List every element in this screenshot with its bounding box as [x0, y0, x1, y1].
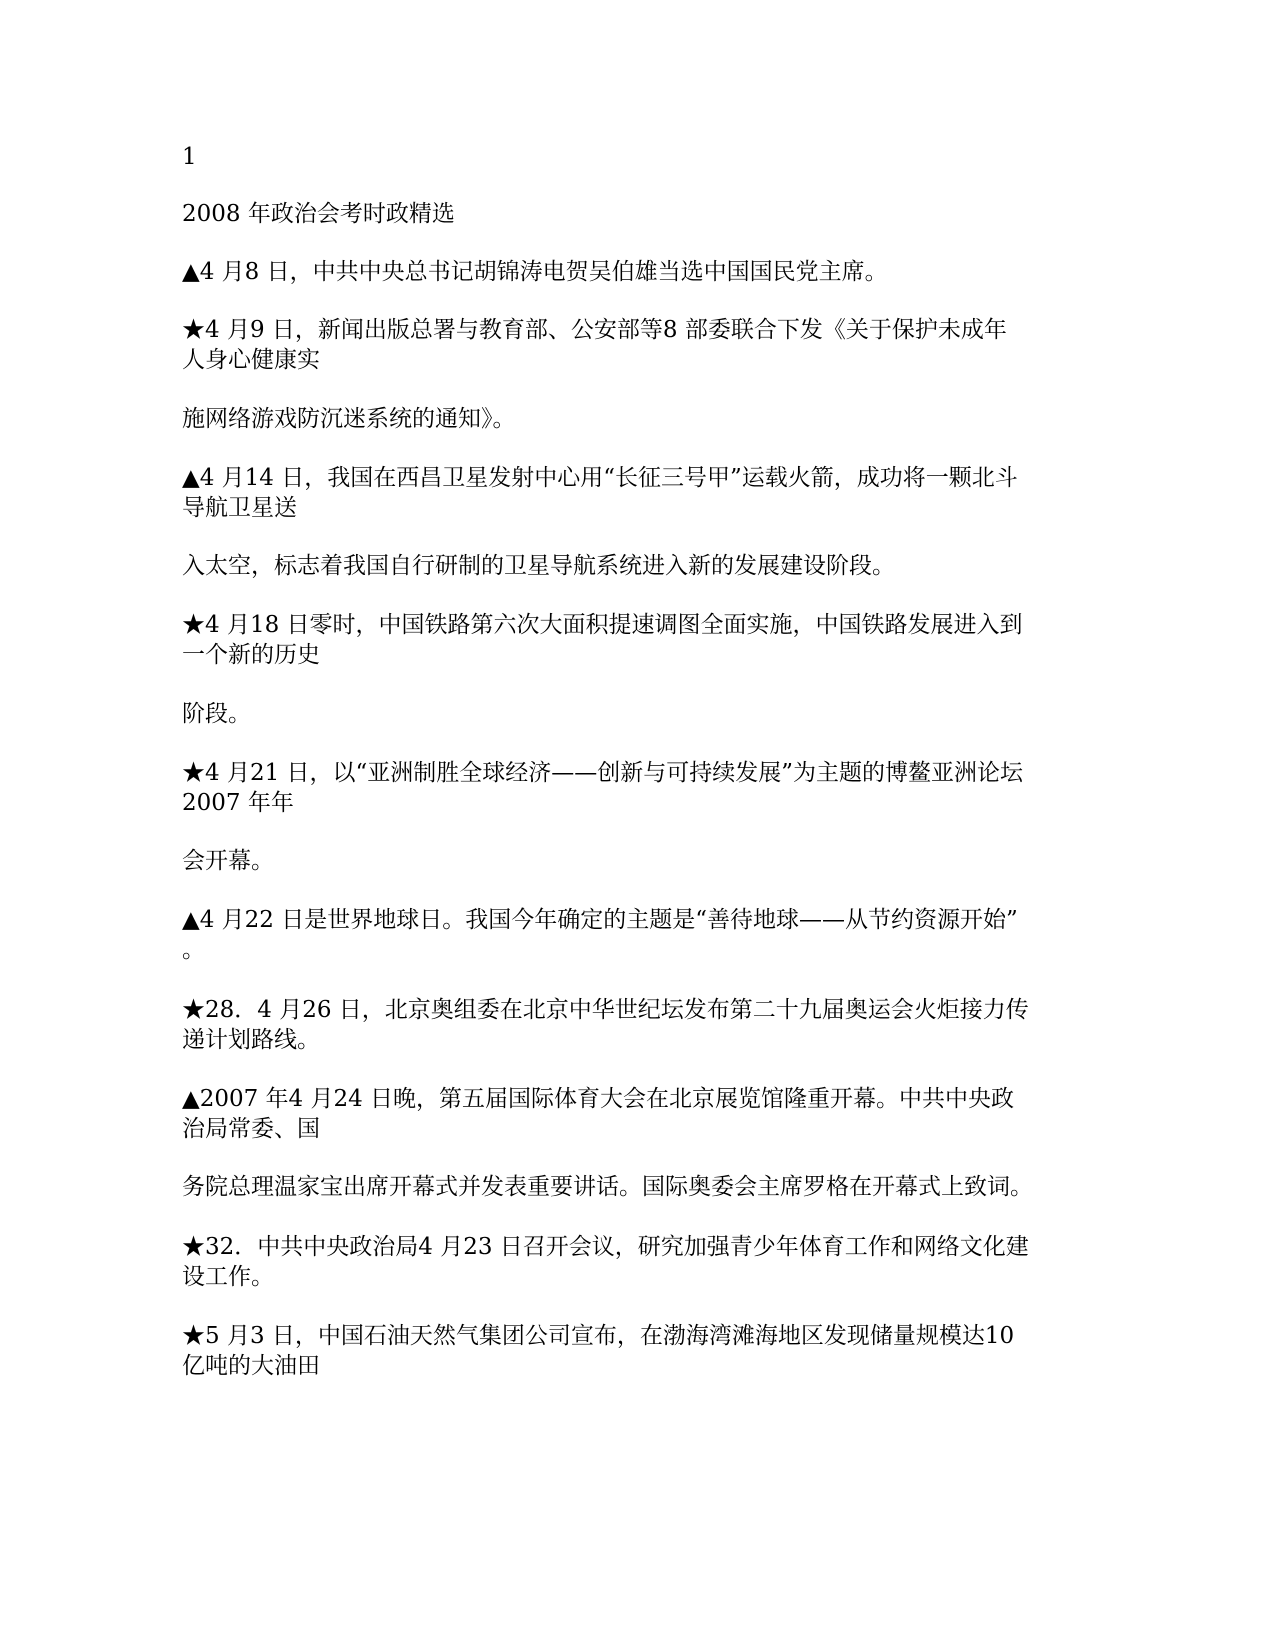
text-line: 一个新的历史 [182, 642, 320, 668]
text-line: 。 [182, 937, 205, 963]
text-line: ★5 月3 日，中国石油天然气集团公司宣布，在渤海湾滩海地区发现储量规模达10 [182, 1323, 1015, 1349]
page-number: 1 [182, 144, 197, 170]
text-line: 亿吨的大油田 [182, 1353, 320, 1379]
text-line: 阶段。 [182, 701, 251, 727]
text-line: ▲4 月22 日是世界地球日。我国今年确定的主题是“善待地球——从节约资源开始” [182, 907, 1018, 933]
text-line: ▲4 月8 日，中共中央总书记胡锦涛电贺吴伯雄当选中国国民党主席。 [182, 259, 888, 285]
text-line: 2007 年年 [182, 790, 294, 816]
text-line: ★32．中共中央政治局4 月23 日召开会议，研究加强青少年体育工作和网络文化建 [182, 1234, 1029, 1260]
document-title: 2008 年政治会考时政精选 [182, 201, 455, 227]
text-line: 导航卫星送 [182, 495, 297, 521]
text-line: 务院总理温家宝出席开幕式并发表重要讲话。国际奥委会主席罗格在开幕式上致词。 [182, 1174, 1033, 1200]
text-line: 入太空，标志着我国自行研制的卫星导航系统进入新的发展建设阶段。 [182, 553, 895, 579]
text-line: ▲4 月14 日，我国在西昌卫星发射中心用“长征三号甲”运载火箭，成功将一颗北斗 [182, 465, 1018, 491]
text-line: 会开幕。 [182, 848, 274, 874]
text-line: ▲2007 年4 月24 日晚，第五届国际体育大会在北京展览馆隆重开幕。中共中央政 [182, 1086, 1015, 1112]
text-line: 递计划路线。 [182, 1027, 320, 1053]
text-line: 人身心健康实 [182, 347, 320, 373]
text-line: 设工作。 [182, 1264, 274, 1290]
text-line: ★28．4 月26 日，北京奥组委在北京中华世纪坛发布第二十九届奥运会火炬接力传 [182, 997, 1029, 1023]
text-line: ★4 月18 日零时，中国铁路第六次大面积提速调图全面实施，中国铁路发展进入到 [182, 612, 1023, 638]
text-line: 治局常委、国 [182, 1116, 320, 1142]
text-line: ★4 月21 日，以“亚洲制胜全球经济——创新与可持续发展”为主题的博鳌亚洲论坛 [182, 760, 1024, 786]
text-line: ★4 月9 日，新闻出版总署与教育部、公安部等8 部委联合下发《关于保护未成年 [182, 317, 1007, 343]
text-line: 施网络游戏防沉迷系统的通知》。 [182, 406, 516, 432]
